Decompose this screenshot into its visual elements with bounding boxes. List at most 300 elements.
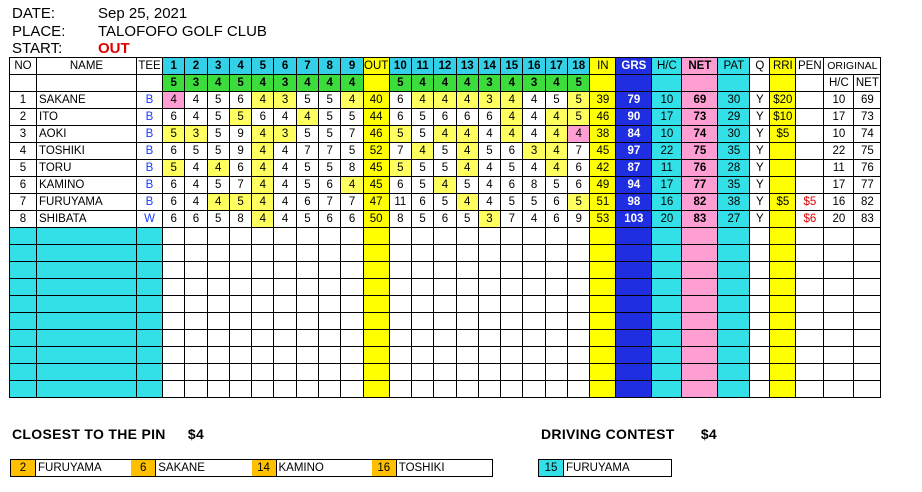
empty-cell bbox=[750, 347, 770, 364]
empty-cell bbox=[434, 245, 456, 262]
empty-cell bbox=[319, 347, 341, 364]
score-cell: 5 bbox=[568, 92, 590, 109]
score-cell: 4 bbox=[252, 92, 274, 109]
player-tee: B bbox=[137, 177, 163, 194]
score-cell: 6 bbox=[319, 211, 341, 228]
empty-cell bbox=[137, 381, 163, 398]
empty-cell bbox=[568, 381, 590, 398]
empty-cell bbox=[10, 313, 37, 330]
empty-cell bbox=[770, 296, 796, 313]
empty-cell bbox=[37, 381, 137, 398]
par-cell bbox=[363, 75, 389, 92]
original-net-cell: 77 bbox=[854, 177, 881, 194]
empty-cell bbox=[824, 347, 854, 364]
player-no: 3 bbox=[10, 126, 37, 143]
score-cell: 4 bbox=[274, 211, 296, 228]
empty-cell bbox=[274, 279, 296, 296]
score-cell: 4 bbox=[411, 143, 433, 160]
col-orig-net-header: NET bbox=[854, 75, 881, 92]
player-no: 6 bbox=[10, 177, 37, 194]
original-net-cell: 74 bbox=[854, 126, 881, 143]
empty-cell bbox=[411, 330, 433, 347]
empty-cell bbox=[523, 262, 545, 279]
score-cell: 5 bbox=[434, 194, 456, 211]
col-pat-header: PAT bbox=[718, 58, 750, 75]
empty-cell bbox=[501, 313, 523, 330]
empty-cell bbox=[185, 228, 207, 245]
gross-cell: 79 bbox=[616, 92, 652, 109]
empty-cell bbox=[341, 279, 363, 296]
col-hc-header: H/C bbox=[652, 58, 682, 75]
empty-cell bbox=[341, 347, 363, 364]
score-cell: 9 bbox=[229, 126, 251, 143]
empty-cell bbox=[590, 381, 616, 398]
empty-cell bbox=[750, 279, 770, 296]
score-cell: 45 bbox=[363, 177, 389, 194]
empty-cell bbox=[718, 330, 750, 347]
score-cell: 4 bbox=[434, 126, 456, 143]
award-winner bbox=[372, 460, 492, 476]
score-cell: 4 bbox=[523, 160, 545, 177]
empty-cell bbox=[545, 296, 567, 313]
empty-cell bbox=[274, 330, 296, 347]
score-cell: 4 bbox=[545, 126, 567, 143]
score-cell: 5 bbox=[319, 109, 341, 126]
score-cell: 3 bbox=[185, 126, 207, 143]
empty-cell bbox=[389, 245, 411, 262]
player-name: AOKI bbox=[37, 126, 137, 143]
score-cell: 4 bbox=[456, 92, 478, 109]
empty-cell bbox=[389, 296, 411, 313]
score-cell: 4 bbox=[163, 92, 185, 109]
score-cell: 4 bbox=[274, 143, 296, 160]
empty-cell bbox=[750, 330, 770, 347]
par-tee-cell bbox=[137, 75, 163, 92]
empty-cell bbox=[137, 262, 163, 279]
score-cell: 46 bbox=[363, 126, 389, 143]
empty-cell bbox=[411, 364, 433, 381]
hole-header-2: 2 bbox=[185, 58, 207, 75]
empty-cell bbox=[319, 381, 341, 398]
original-hc-cell: 17 bbox=[824, 177, 854, 194]
empty-cell bbox=[229, 347, 251, 364]
score-cell: 6 bbox=[389, 92, 411, 109]
empty-cell bbox=[229, 296, 251, 313]
score-cell: 6 bbox=[434, 211, 456, 228]
empty-cell bbox=[207, 313, 229, 330]
table-row bbox=[10, 194, 881, 211]
score-cell: 46 bbox=[590, 109, 616, 126]
score-cell: 3 bbox=[478, 92, 500, 109]
score-cell: 5 bbox=[478, 143, 500, 160]
score-cell: 5 bbox=[434, 143, 456, 160]
score-cell: 6 bbox=[545, 211, 567, 228]
par-cell: 4 bbox=[252, 75, 274, 92]
table-row bbox=[10, 211, 881, 228]
score-cell: 5 bbox=[319, 92, 341, 109]
empty-cell bbox=[319, 296, 341, 313]
hole-header-18: 18 bbox=[568, 58, 590, 75]
original-hc-cell: 17 bbox=[824, 109, 854, 126]
empty-cell bbox=[796, 381, 824, 398]
penalty-cell bbox=[796, 92, 824, 109]
empty-cell bbox=[137, 279, 163, 296]
score-cell: 7 bbox=[389, 143, 411, 160]
hole-header-3: 3 bbox=[207, 58, 229, 75]
empty-cell bbox=[229, 279, 251, 296]
empty-cell bbox=[501, 347, 523, 364]
empty-cell bbox=[682, 262, 718, 279]
empty-cell bbox=[456, 330, 478, 347]
col-tee-header: TEE bbox=[137, 58, 163, 75]
empty-cell bbox=[207, 228, 229, 245]
par-q-cell bbox=[750, 75, 770, 92]
rri-cell bbox=[770, 143, 796, 160]
score-cell: 6 bbox=[341, 211, 363, 228]
empty-cell bbox=[568, 296, 590, 313]
empty-cell bbox=[545, 364, 567, 381]
empty-cell bbox=[296, 347, 318, 364]
empty-cell bbox=[718, 364, 750, 381]
empty-cell bbox=[296, 262, 318, 279]
empty-cell bbox=[137, 313, 163, 330]
empty-cell bbox=[824, 364, 854, 381]
original-net-cell: 76 bbox=[854, 160, 881, 177]
empty-cell bbox=[854, 313, 881, 330]
empty-cell bbox=[824, 245, 854, 262]
score-cell: 4 bbox=[185, 92, 207, 109]
empty-cell bbox=[319, 228, 341, 245]
empty-cell bbox=[718, 262, 750, 279]
empty-cell bbox=[568, 313, 590, 330]
award-hole: 2 bbox=[11, 460, 36, 476]
original-hc-cell: 16 bbox=[824, 194, 854, 211]
hole-header-7: 7 bbox=[296, 58, 318, 75]
empty-row bbox=[10, 313, 881, 330]
empty-cell bbox=[456, 262, 478, 279]
empty-cell bbox=[652, 364, 682, 381]
empty-cell bbox=[718, 381, 750, 398]
score-cell: 6 bbox=[319, 177, 341, 194]
par-cell: 4 bbox=[207, 75, 229, 92]
empty-cell bbox=[252, 279, 274, 296]
score-cell: 6 bbox=[545, 194, 567, 211]
par-rri-cell bbox=[770, 75, 796, 92]
empty-cell bbox=[163, 228, 185, 245]
score-cell: 4 bbox=[185, 109, 207, 126]
empty-cell bbox=[10, 330, 37, 347]
empty-cell bbox=[523, 296, 545, 313]
empty-cell bbox=[750, 381, 770, 398]
empty-cell bbox=[137, 330, 163, 347]
empty-cell bbox=[10, 262, 37, 279]
award-name: KAMINO bbox=[278, 462, 324, 474]
score-cell: 6 bbox=[568, 177, 590, 194]
par-cell: 4 bbox=[501, 75, 523, 92]
empty-cell bbox=[616, 381, 652, 398]
score-cell: 4 bbox=[478, 177, 500, 194]
score-cell: 5 bbox=[319, 126, 341, 143]
score-cell: 8 bbox=[389, 211, 411, 228]
player-tee: B bbox=[137, 160, 163, 177]
qualified-cell: Y bbox=[750, 211, 770, 228]
empty-row bbox=[10, 228, 881, 245]
score-cell: 4 bbox=[252, 126, 274, 143]
start-value: OUT bbox=[98, 40, 130, 57]
score-cell: 5 bbox=[207, 109, 229, 126]
net-cell: 83 bbox=[682, 211, 718, 228]
empty-cell bbox=[824, 279, 854, 296]
score-cell: 8 bbox=[523, 177, 545, 194]
score-cell: 6 bbox=[478, 109, 500, 126]
empty-cell bbox=[185, 364, 207, 381]
player-name: ITO bbox=[37, 109, 137, 126]
par-row bbox=[10, 75, 881, 92]
col-no-header: NO bbox=[10, 58, 37, 75]
score-cell: 6 bbox=[163, 109, 185, 126]
empty-cell bbox=[434, 364, 456, 381]
score-cell: 5 bbox=[185, 143, 207, 160]
driving-contest-title bbox=[541, 426, 717, 442]
score-cell: 4 bbox=[434, 177, 456, 194]
handicap-cell: 16 bbox=[652, 194, 682, 211]
empty-cell bbox=[590, 364, 616, 381]
empty-cell bbox=[590, 245, 616, 262]
score-cell: 6 bbox=[411, 194, 433, 211]
empty-cell bbox=[616, 279, 652, 296]
empty-cell bbox=[389, 364, 411, 381]
start-line bbox=[12, 40, 130, 58]
empty-cell bbox=[824, 381, 854, 398]
empty-cell bbox=[478, 245, 500, 262]
score-cell: 4 bbox=[545, 109, 567, 126]
hole-header-4: 4 bbox=[229, 58, 251, 75]
col-rri-header: RRI bbox=[770, 58, 796, 75]
score-cell: 5 bbox=[163, 160, 185, 177]
closest-winners-box bbox=[10, 459, 493, 477]
score-cell: 4 bbox=[501, 126, 523, 143]
empty-cell bbox=[363, 313, 389, 330]
empty-cell bbox=[523, 364, 545, 381]
col-orig-hc-header: H/C bbox=[824, 75, 854, 92]
empty-cell bbox=[568, 330, 590, 347]
empty-cell bbox=[434, 262, 456, 279]
empty-cell bbox=[341, 313, 363, 330]
score-cell: 4 bbox=[252, 160, 274, 177]
empty-cell bbox=[319, 245, 341, 262]
par-net-cell bbox=[682, 75, 718, 92]
empty-cell bbox=[296, 228, 318, 245]
hole-header-12: 12 bbox=[434, 58, 456, 75]
rri-cell: $5 bbox=[770, 194, 796, 211]
empty-cell bbox=[796, 364, 824, 381]
score-cell: 4 bbox=[545, 160, 567, 177]
score-cell: 4 bbox=[478, 126, 500, 143]
empty-cell bbox=[682, 364, 718, 381]
empty-cell bbox=[456, 296, 478, 313]
par-cell: 5 bbox=[229, 75, 251, 92]
empty-cell bbox=[252, 381, 274, 398]
empty-cell bbox=[411, 313, 433, 330]
empty-cell bbox=[545, 381, 567, 398]
empty-row bbox=[10, 381, 881, 398]
score-cell: 5 bbox=[545, 92, 567, 109]
empty-cell bbox=[750, 364, 770, 381]
empty-cell bbox=[434, 381, 456, 398]
putts-cell: 30 bbox=[718, 126, 750, 143]
empty-cell bbox=[341, 262, 363, 279]
net-cell: 73 bbox=[682, 109, 718, 126]
empty-cell bbox=[545, 313, 567, 330]
empty-cell bbox=[750, 296, 770, 313]
empty-cell bbox=[523, 330, 545, 347]
player-tee: B bbox=[137, 143, 163, 160]
score-cell: 6 bbox=[163, 143, 185, 160]
place-value: TALOFOFO GOLF CLUB bbox=[98, 23, 267, 40]
empty-cell bbox=[10, 279, 37, 296]
score-cell: 4 bbox=[341, 92, 363, 109]
award-name: FURUYAMA bbox=[38, 462, 102, 474]
empty-cell bbox=[411, 279, 433, 296]
empty-cell bbox=[501, 364, 523, 381]
par-cell: 5 bbox=[568, 75, 590, 92]
score-cell: 5 bbox=[501, 160, 523, 177]
par-cell: 4 bbox=[296, 75, 318, 92]
empty-cell bbox=[37, 245, 137, 262]
empty-cell bbox=[274, 381, 296, 398]
empty-cell bbox=[456, 279, 478, 296]
empty-cell bbox=[10, 381, 37, 398]
score-cell: 5 bbox=[341, 109, 363, 126]
award-hole: 15 bbox=[539, 460, 564, 476]
score-cell: 6 bbox=[252, 109, 274, 126]
player-no: 2 bbox=[10, 109, 37, 126]
par-cell: 3 bbox=[274, 75, 296, 92]
empty-cell bbox=[163, 381, 185, 398]
award-hole: 6 bbox=[131, 460, 156, 476]
empty-cell bbox=[163, 364, 185, 381]
qualified-cell: Y bbox=[750, 160, 770, 177]
empty-cell bbox=[274, 347, 296, 364]
empty-cell bbox=[796, 279, 824, 296]
empty-cell bbox=[274, 228, 296, 245]
empty-cell bbox=[616, 245, 652, 262]
empty-cell bbox=[616, 228, 652, 245]
empty-cell bbox=[37, 296, 137, 313]
empty-cell bbox=[770, 228, 796, 245]
empty-cell bbox=[718, 347, 750, 364]
empty-cell bbox=[616, 364, 652, 381]
score-cell: 4 bbox=[568, 126, 590, 143]
empty-cell bbox=[411, 296, 433, 313]
empty-cell bbox=[37, 279, 137, 296]
empty-cell bbox=[411, 347, 433, 364]
handicap-cell: 10 bbox=[652, 92, 682, 109]
empty-cell bbox=[652, 347, 682, 364]
empty-cell bbox=[207, 364, 229, 381]
hole-header-out: OUT bbox=[363, 58, 389, 75]
score-cell: 5 bbox=[411, 109, 433, 126]
score-cell: 11 bbox=[389, 194, 411, 211]
empty-cell bbox=[341, 296, 363, 313]
empty-cell bbox=[523, 313, 545, 330]
empty-row bbox=[10, 245, 881, 262]
empty-cell bbox=[478, 279, 500, 296]
score-cell: 3 bbox=[274, 126, 296, 143]
score-cell: 5 bbox=[229, 194, 251, 211]
qualified-cell: Y bbox=[750, 109, 770, 126]
par-cell: 4 bbox=[434, 75, 456, 92]
empty-cell bbox=[523, 228, 545, 245]
empty-cell bbox=[796, 347, 824, 364]
player-no: 4 bbox=[10, 143, 37, 160]
original-hc-cell: 10 bbox=[824, 92, 854, 109]
score-cell: 5 bbox=[411, 177, 433, 194]
putts-cell: 35 bbox=[718, 177, 750, 194]
empty-cell bbox=[854, 347, 881, 364]
empty-cell bbox=[163, 296, 185, 313]
score-cell: 5 bbox=[207, 177, 229, 194]
empty-cell bbox=[770, 313, 796, 330]
empty-cell bbox=[796, 313, 824, 330]
date-label: DATE: bbox=[12, 5, 56, 22]
score-cell: 3 bbox=[478, 211, 500, 228]
original-net-cell: 75 bbox=[854, 143, 881, 160]
score-cell: 7 bbox=[341, 126, 363, 143]
hole-header-in: IN bbox=[590, 58, 616, 75]
hole-header-9: 9 bbox=[341, 58, 363, 75]
gross-cell: 94 bbox=[616, 177, 652, 194]
handicap-cell: 22 bbox=[652, 143, 682, 160]
empty-cell bbox=[770, 381, 796, 398]
empty-cell bbox=[854, 364, 881, 381]
par-cell: 3 bbox=[478, 75, 500, 92]
score-cell: 5 bbox=[411, 126, 433, 143]
empty-cell bbox=[319, 279, 341, 296]
empty-cell bbox=[207, 347, 229, 364]
original-net-cell: 73 bbox=[854, 109, 881, 126]
score-cell: 4 bbox=[523, 109, 545, 126]
score-cell: 5 bbox=[411, 211, 433, 228]
empty-cell bbox=[207, 279, 229, 296]
empty-cell bbox=[434, 347, 456, 364]
empty-cell bbox=[718, 296, 750, 313]
empty-cell bbox=[616, 313, 652, 330]
empty-cell bbox=[770, 245, 796, 262]
empty-cell bbox=[682, 347, 718, 364]
empty-cell bbox=[545, 279, 567, 296]
score-cell: 38 bbox=[590, 126, 616, 143]
empty-cell bbox=[389, 381, 411, 398]
empty-cell bbox=[185, 262, 207, 279]
score-cell: 4 bbox=[274, 160, 296, 177]
par-grs-cell bbox=[616, 75, 652, 92]
empty-cell bbox=[341, 228, 363, 245]
empty-cell bbox=[252, 228, 274, 245]
score-cell: 5 bbox=[341, 143, 363, 160]
empty-cell bbox=[363, 364, 389, 381]
par-cell: 4 bbox=[319, 75, 341, 92]
score-cell: 4 bbox=[207, 160, 229, 177]
empty-cell bbox=[252, 330, 274, 347]
empty-cell bbox=[824, 262, 854, 279]
empty-cell bbox=[652, 313, 682, 330]
par-cell bbox=[590, 75, 616, 92]
score-cell: 6 bbox=[296, 194, 318, 211]
penalty-cell: $6 bbox=[796, 211, 824, 228]
score-cell: 6 bbox=[163, 194, 185, 211]
empty-cell bbox=[252, 245, 274, 262]
